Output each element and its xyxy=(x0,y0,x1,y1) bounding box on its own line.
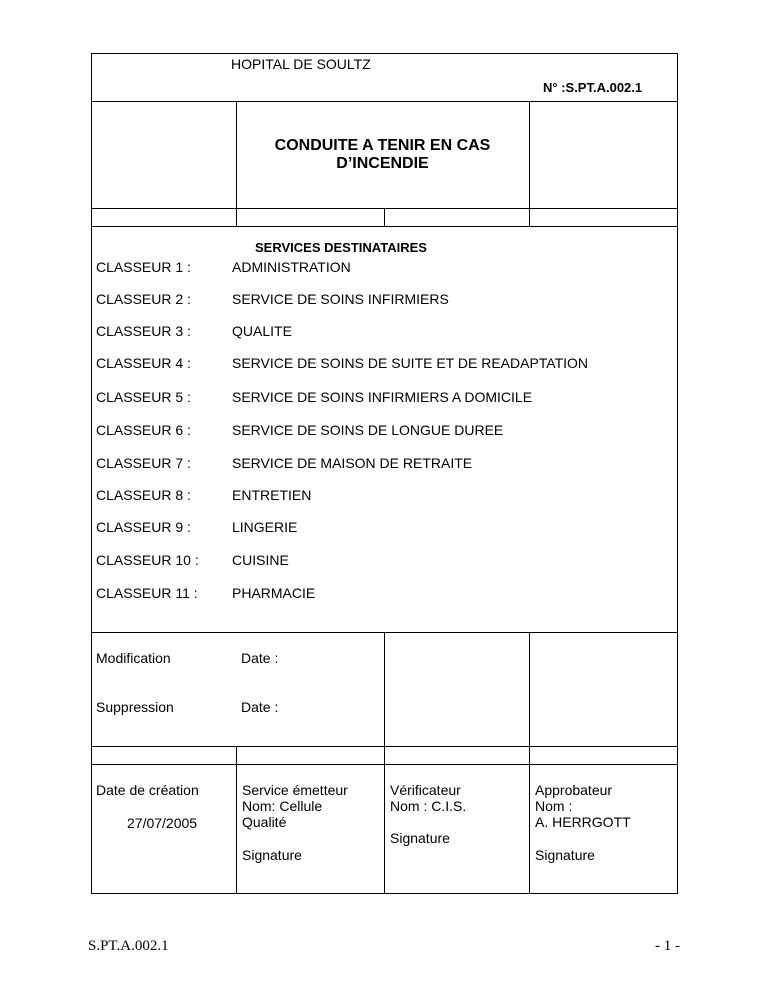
emitter-name-cont: Qualité xyxy=(242,814,287,830)
approver-name: A. HERRGOTT xyxy=(535,814,631,830)
classeur-label: CLASSEUR 2 : xyxy=(96,291,191,307)
classeur-label: CLASSEUR 11 : xyxy=(96,585,198,601)
emitter-name: Nom: Cellule xyxy=(242,798,323,814)
verifier-title: Vérificateur xyxy=(390,782,461,798)
modification-label: Modification xyxy=(96,650,171,666)
service-name: LINGERIE xyxy=(232,519,298,535)
document-title-line2: D’INCENDIE xyxy=(336,155,429,172)
classeur-label: CLASSEUR 1 : xyxy=(96,259,191,275)
service-name: SERVICE DE MAISON DE RETRAITE xyxy=(232,455,473,471)
hospital-name: HOPITAL DE SOULTZ xyxy=(231,56,371,72)
page-number: - 1 - xyxy=(655,938,680,954)
service-name: PHARMACIE xyxy=(232,585,316,601)
classeur-label: CLASSEUR 7 : xyxy=(96,455,191,471)
footer-reference: S.PT.A.002.1 xyxy=(88,938,169,954)
service-name: SERVICE DE SOINS INFIRMIERS xyxy=(232,291,449,307)
suppression-date: Date : xyxy=(241,699,279,715)
verifier-name: Nom : C.I.S. xyxy=(390,798,467,814)
service-name: ADMINISTRATION xyxy=(232,259,351,275)
service-name: SERVICE DE SOINS INFIRMIERS A DOMICILE xyxy=(232,389,533,405)
classeur-label: CLASSEUR 6 : xyxy=(96,422,191,438)
creation-date-value: 27/07/2005 xyxy=(127,815,198,831)
service-name: CUISINE xyxy=(232,552,289,568)
modification-date: Date : xyxy=(241,650,279,666)
classeur-label: CLASSEUR 8 : xyxy=(96,487,191,503)
emitter-signature: Signature xyxy=(242,847,302,863)
approver-signature: Signature xyxy=(535,847,595,863)
services-heading: SERVICES DESTINATAIRES xyxy=(255,240,427,255)
creation-date-label: Date de création xyxy=(96,782,199,798)
classeur-label: CLASSEUR 4 : xyxy=(96,355,191,371)
classeur-label: CLASSEUR 10 : xyxy=(96,552,199,568)
document-title-line1: CONDUITE A TENIR EN CAS xyxy=(274,137,491,154)
service-name: ENTRETIEN xyxy=(232,487,312,503)
service-name: QUALITE xyxy=(232,323,292,339)
service-name: SERVICE DE SOINS DE SUITE ET DE READAPTATION xyxy=(232,355,589,371)
service-name: SERVICE DE SOINS DE LONGUE DUREE xyxy=(232,422,504,438)
classeur-label: CLASSEUR 5 : xyxy=(96,389,191,405)
classeur-label: CLASSEUR 9 : xyxy=(96,519,191,535)
approver-title: Approbateur xyxy=(535,782,613,798)
document-title xyxy=(236,137,529,173)
document-reference: N° :S.PT.A.002.1 xyxy=(543,80,643,95)
suppression-label: Suppression xyxy=(96,699,174,715)
verifier-signature: Signature xyxy=(390,830,450,846)
approver-name-label: Nom : xyxy=(535,798,573,814)
emitter-title: Service émetteur xyxy=(242,782,348,798)
classeur-label: CLASSEUR 3 : xyxy=(96,323,191,339)
